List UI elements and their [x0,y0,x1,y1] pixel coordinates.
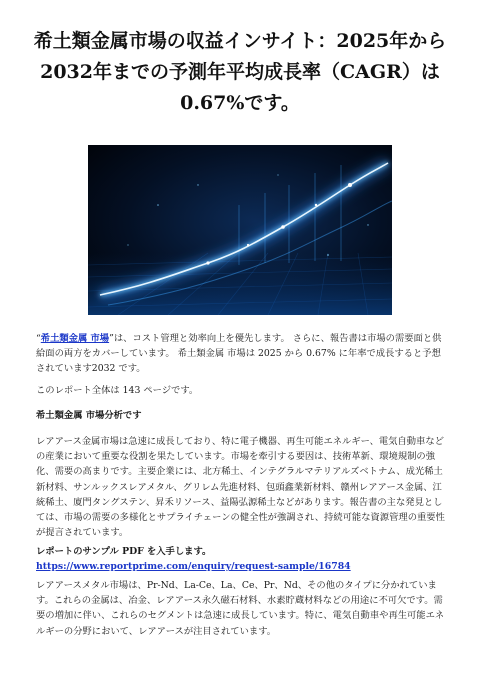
types-paragraph: レアアースメタル市場は、Pr-Nd、La-Ce、La、Ce、Pr、Nd、その他のタイプに分かれています。これらの金属は、冶金、レアアース永久磁石材料、水素貯蔵材料などの用途に不可欠です。需要の増加に伴い、これらのセグメントは急速に成長しています。特に、電気自動車や再生可能エネルギーの分野において、レアアースが注目されています。 [36,580,445,637]
intro-paragraph [36,331,446,377]
analysis-paragraph: レアアース金属市場は急速に成長しており、特に電子機器、再生可能エネルギー、電気自動車などの産業において重要な役割を果たしています。市場を牽引する要因は、技術革新、環境規制の強化、需要の高まりです。主要企業には、北方稀土、インテグラルマテリアルズベトナム、成光稀土新材料、サンルックスレアメタル、グリレム先進材料、包頭鑫業新材料、赣州レアアース金属、江統稀土、廈門タングステン、昇禾リソース、益陽弘源稀土などがあります。報告書の主な発見としては、市場の需要の多様化とサプライチェーンの健全性が強調され、持続可能な資源管理の重要性が提言されています。 [36,436,445,539]
market-link[interactable]: 希土類金属 市場 [40,333,110,344]
glowing-growth-line-illustration [88,145,392,315]
document-title: 希土類金属市場の収益インサイト：2025年から2032年までの予測年平均成長率（CAGR）は 0.67%です。 [33,30,447,114]
analysis-heading: 希土類金属 市場分析です [36,410,142,421]
sample-label: レポートのサンプル PDF を入手します。 [36,546,212,557]
intro-text: ”は、コスト管理と効率向上を優先します。 さらに、報告書は市場の需要面と供給面の両方をカバーしています。 希土類金属 市場は 2025 から 0.67% に年率で成長すると予想されています2032 です。 [36,333,442,375]
sample-request-link[interactable]: https://www.reportprime.com/enquiry/request-sample/16784 [36,561,351,573]
hero-image-growth-chart [88,145,392,315]
sample-request-paragraph [36,544,446,574]
quote-mark: “ [36,333,41,344]
page-count-note: このレポート全体は 143 ページです。 [36,385,199,396]
